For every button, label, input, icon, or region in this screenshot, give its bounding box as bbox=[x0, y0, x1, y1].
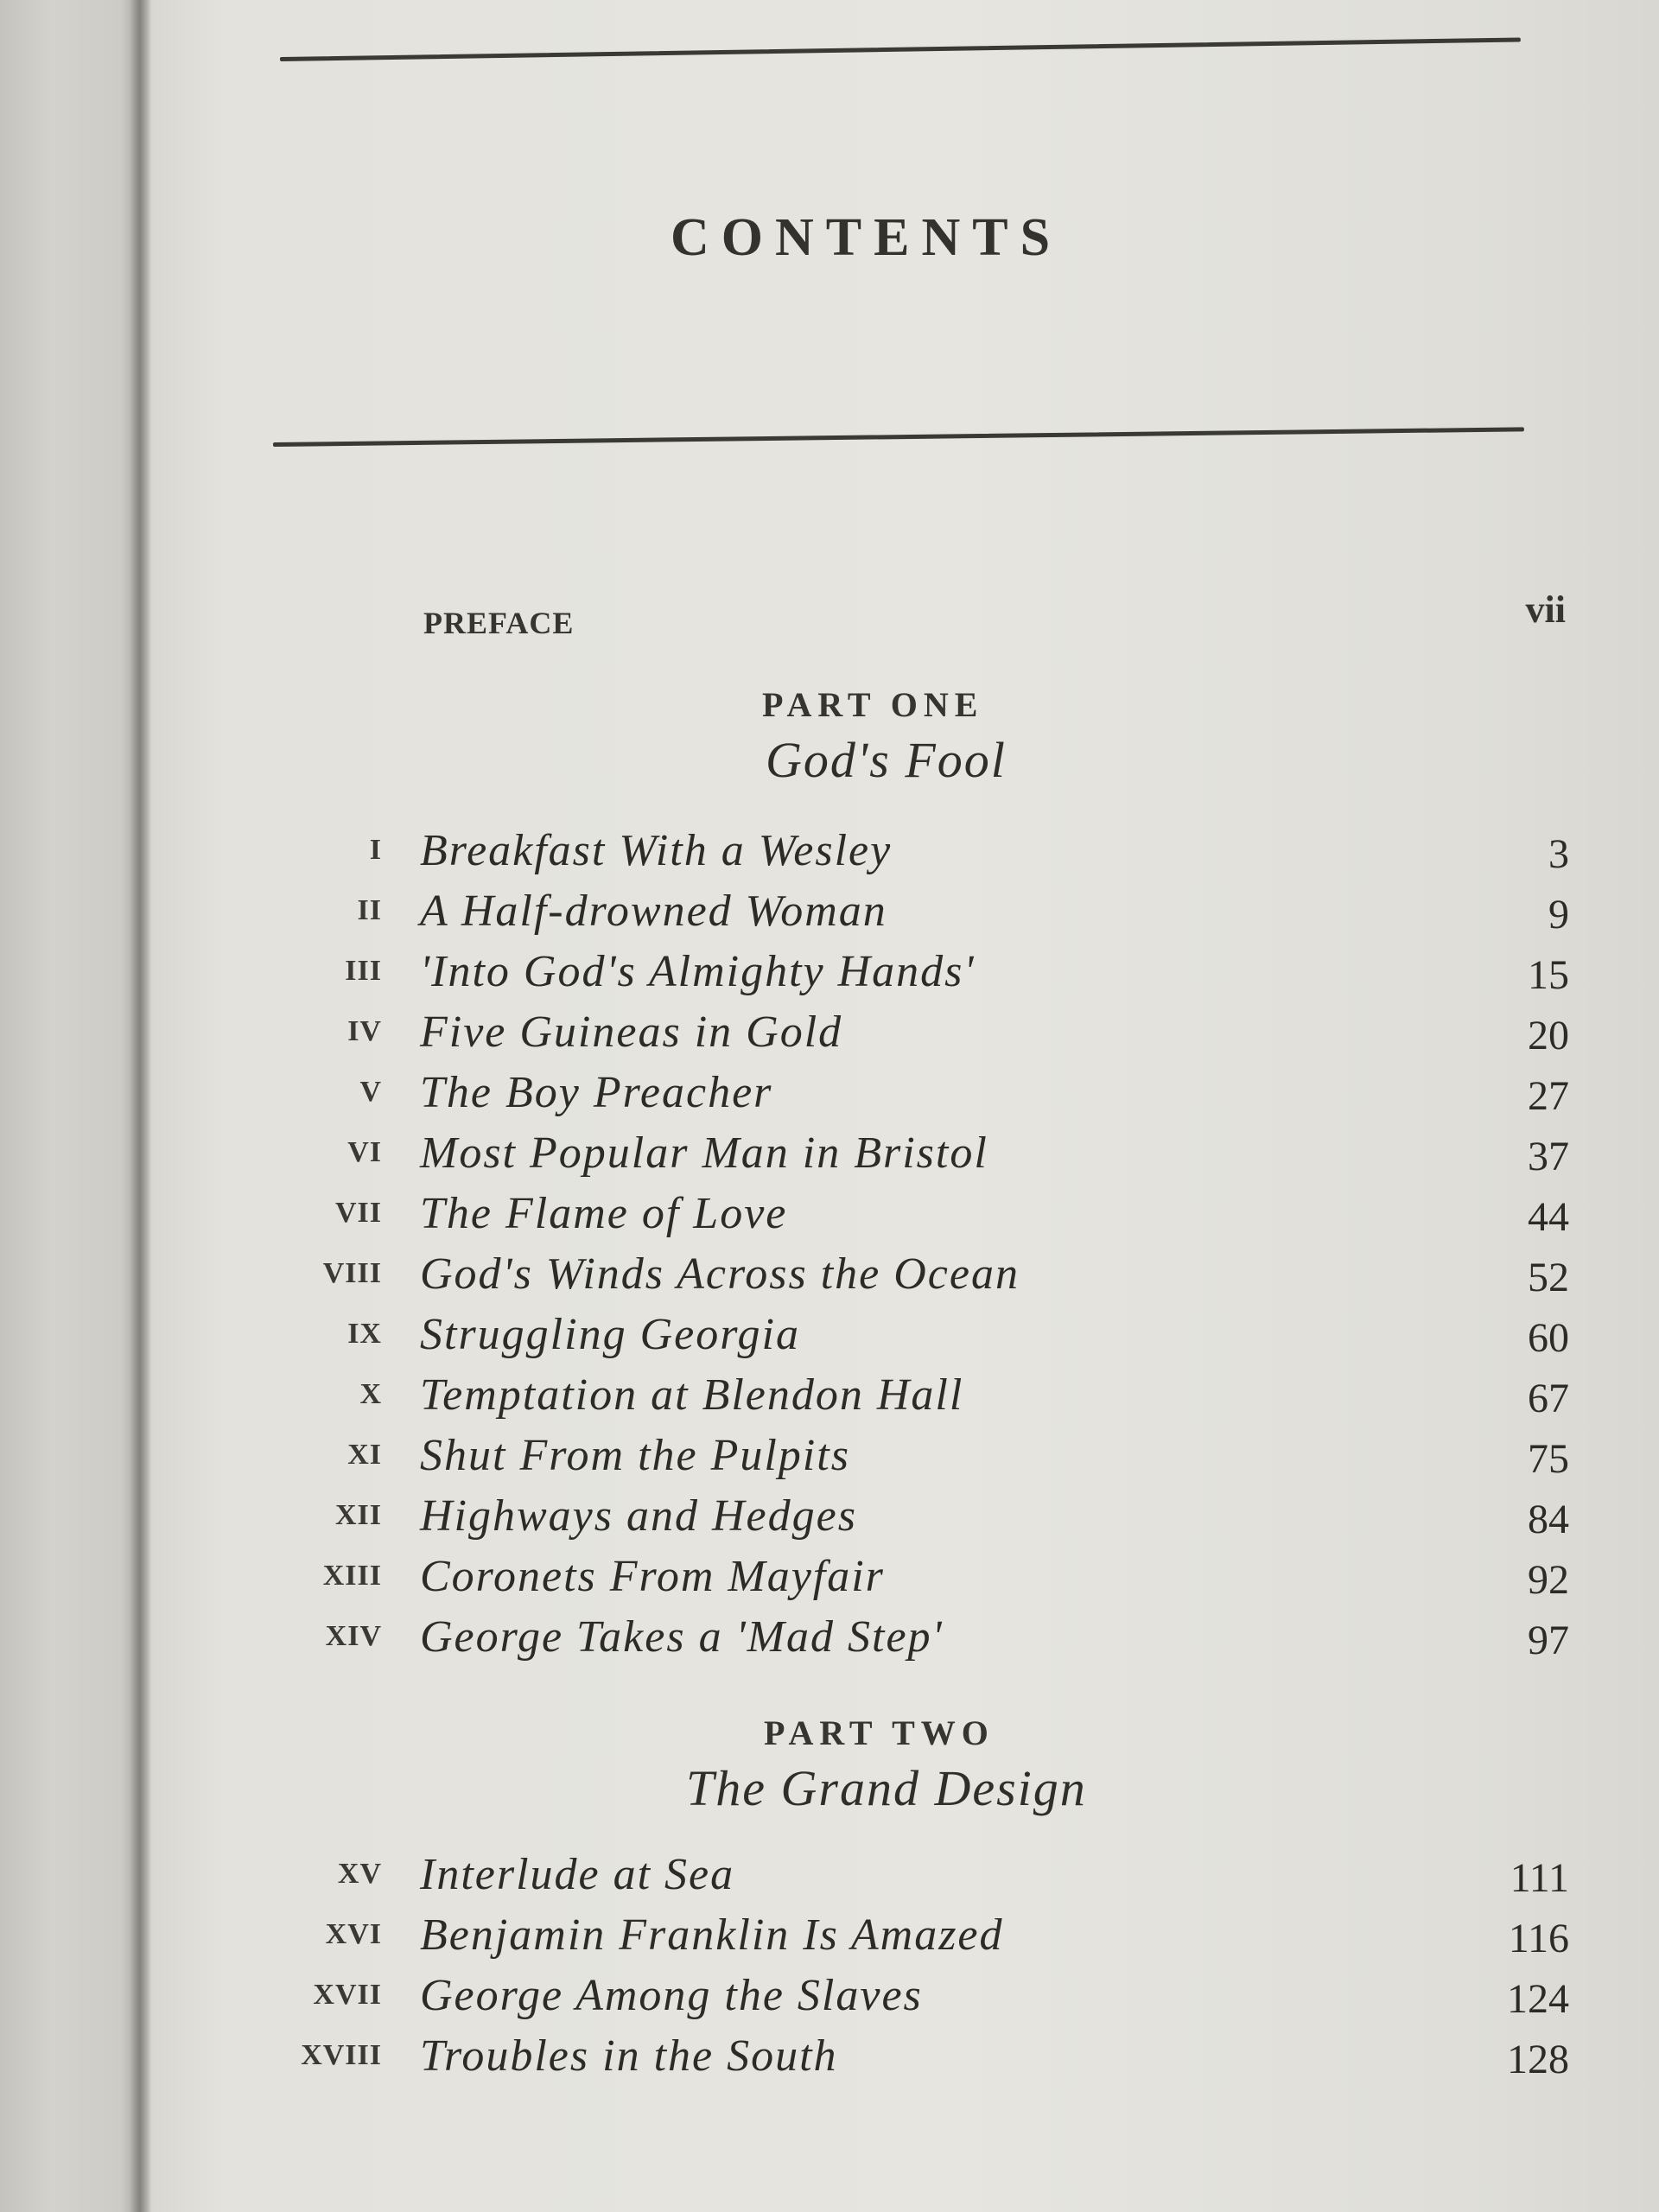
part-two-label: PART TWO bbox=[764, 1713, 995, 1752]
chapter-title: A Half-drowned Woman bbox=[420, 887, 887, 936]
toc-row[interactable] bbox=[152, 2031, 1659, 2091]
contents-page bbox=[152, 0, 1659, 2212]
part-two-title: The Grand Design bbox=[686, 1760, 1087, 1816]
part-one-title: God's Fool bbox=[766, 732, 1007, 788]
chapter-title: The Boy Preacher bbox=[420, 1068, 773, 1117]
top-rule bbox=[280, 37, 1521, 61]
chapter-page: 20 bbox=[1528, 1013, 1569, 1058]
chapter-number: VIII bbox=[322, 1257, 382, 1289]
toc-row[interactable] bbox=[152, 946, 1659, 1007]
chapter-number: II bbox=[357, 894, 382, 926]
chapter-number: XIV bbox=[325, 1620, 382, 1652]
toc-row[interactable] bbox=[152, 1067, 1659, 1128]
chapter-page: 92 bbox=[1528, 1557, 1569, 1603]
chapter-number: XII bbox=[334, 1499, 382, 1531]
toc-row[interactable] bbox=[152, 1188, 1659, 1249]
toc-row[interactable] bbox=[152, 1910, 1659, 1970]
chapter-page: 124 bbox=[1507, 1976, 1569, 2022]
preface-page-number: vii bbox=[1525, 588, 1566, 631]
bottom-rule bbox=[273, 427, 1524, 447]
chapter-page: 15 bbox=[1528, 952, 1569, 998]
chapter-page: 67 bbox=[1528, 1376, 1569, 1421]
page-title: CONTENTS bbox=[671, 208, 1063, 267]
chapter-number: XVIII bbox=[301, 2039, 382, 2071]
toc-row[interactable] bbox=[152, 1370, 1659, 1430]
chapter-title: Troubles in the South bbox=[420, 2031, 838, 2081]
toc-row[interactable] bbox=[152, 1430, 1659, 1491]
chapter-title: Interlude at Sea bbox=[420, 1850, 735, 1899]
chapter-number: VI bbox=[347, 1136, 382, 1168]
toc-row[interactable] bbox=[152, 1007, 1659, 1067]
toc-row[interactable] bbox=[152, 1970, 1659, 2031]
chapter-title: Benjamin Franklin Is Amazed bbox=[420, 1910, 1004, 1960]
chapter-title: The Flame of Love bbox=[420, 1189, 788, 1238]
chapter-page: 3 bbox=[1548, 831, 1569, 877]
chapter-number: VII bbox=[334, 1197, 382, 1229]
chapter-page: 84 bbox=[1528, 1497, 1569, 1542]
chapter-number: V bbox=[359, 1076, 382, 1108]
chapter-title: Highways and Hedges bbox=[420, 1491, 857, 1541]
chapter-title: George Takes a 'Mad Step' bbox=[420, 1612, 944, 1662]
chapter-title: Five Guineas in Gold bbox=[420, 1007, 843, 1057]
chapter-page: 116 bbox=[1508, 1916, 1569, 1961]
chapter-page: 44 bbox=[1528, 1194, 1569, 1240]
toc-row[interactable] bbox=[152, 886, 1659, 946]
chapter-page: 9 bbox=[1548, 892, 1569, 938]
chapter-title: Breakfast With a Wesley bbox=[420, 826, 893, 875]
chapter-page: 52 bbox=[1528, 1255, 1569, 1300]
chapter-title: God's Winds Across the Ocean bbox=[420, 1249, 1020, 1299]
chapter-number: X bbox=[359, 1378, 382, 1410]
chapter-page: 27 bbox=[1528, 1073, 1569, 1119]
chapter-page: 37 bbox=[1528, 1134, 1569, 1179]
chapter-page: 97 bbox=[1528, 1618, 1569, 1663]
toc-row[interactable] bbox=[152, 1849, 1659, 1910]
chapter-title: Most Popular Man in Bristol bbox=[420, 1128, 988, 1178]
chapter-number: XVII bbox=[313, 1979, 382, 2011]
toc-row[interactable] bbox=[152, 1551, 1659, 1611]
chapter-title: Struggling Georgia bbox=[420, 1310, 800, 1359]
chapter-number: XVI bbox=[325, 1918, 382, 1950]
toc-row[interactable] bbox=[152, 825, 1659, 886]
chapter-title: Temptation at Blendon Hall bbox=[420, 1370, 964, 1420]
book-gutter bbox=[130, 0, 152, 2212]
chapter-page: 128 bbox=[1507, 2037, 1569, 2082]
chapter-number: XIII bbox=[322, 1560, 382, 1592]
preface-label: PREFACE bbox=[423, 606, 575, 640]
chapter-number: I bbox=[369, 834, 382, 866]
chapter-title: Shut From the Pulpits bbox=[420, 1431, 850, 1480]
chapter-number: III bbox=[345, 955, 382, 987]
toc-row[interactable] bbox=[152, 1249, 1659, 1309]
chapter-title: 'Into God's Almighty Hands' bbox=[420, 947, 976, 996]
chapter-page: 60 bbox=[1528, 1315, 1569, 1361]
chapter-number: IV bbox=[347, 1015, 382, 1047]
chapter-title: George Among the Slaves bbox=[420, 1971, 923, 2020]
toc-row[interactable] bbox=[152, 1491, 1659, 1551]
chapter-number: XV bbox=[337, 1858, 382, 1890]
toc-row[interactable] bbox=[152, 1611, 1659, 1672]
chapter-number: XI bbox=[347, 1439, 382, 1471]
chapter-title: Coronets From Mayfair bbox=[420, 1552, 885, 1601]
part-one-label: PART ONE bbox=[762, 685, 984, 724]
chapter-page: 111 bbox=[1510, 1855, 1569, 1901]
chapter-number: IX bbox=[347, 1318, 382, 1350]
chapter-page: 75 bbox=[1528, 1436, 1569, 1482]
toc-row[interactable] bbox=[152, 1128, 1659, 1188]
toc-row[interactable] bbox=[152, 1309, 1659, 1370]
